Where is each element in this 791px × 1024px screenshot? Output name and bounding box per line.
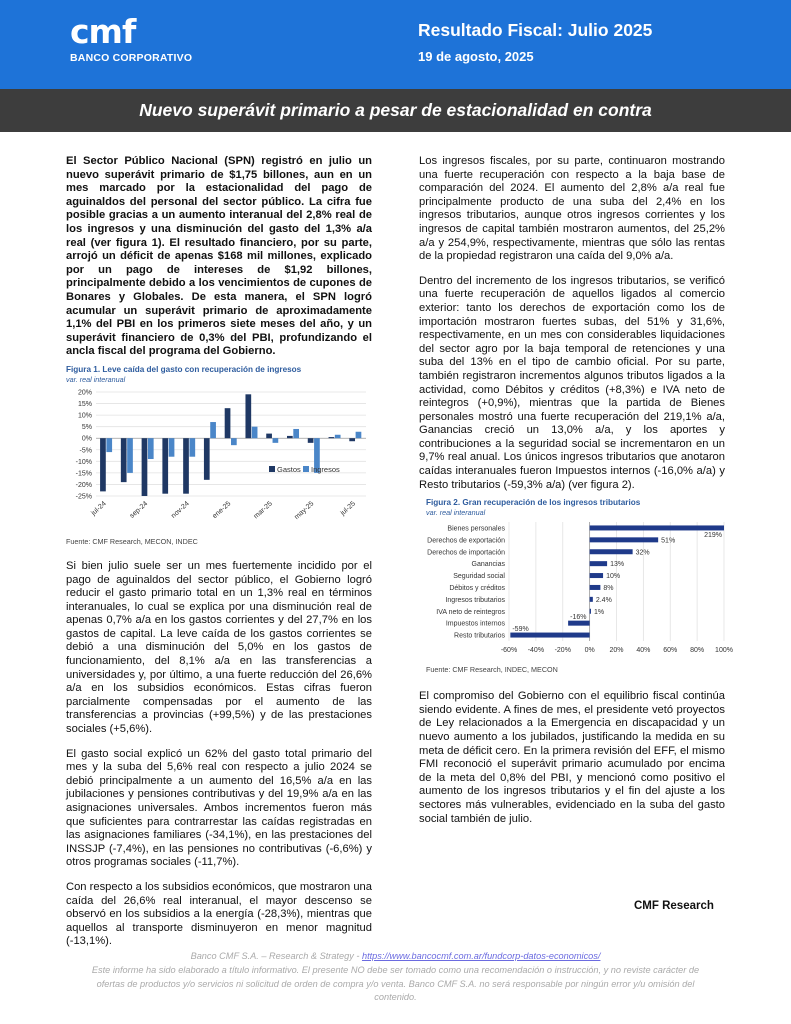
legend-swatch — [269, 466, 275, 472]
left-column — [66, 155, 372, 949]
footer-link[interactable]: https://www.bancocmf.com.ar/fundcorp-datos-economicos/ — [361, 951, 601, 961]
x-tick-label: jul-24 — [90, 500, 108, 517]
bar-gastos — [287, 436, 293, 438]
body-paragraph-subsidios: Con respecto a los subsidios económicos, que mostraron una caída del 26,6% real interanual, el mayor descenso se observó en los subsidios a la energía (-28,3%), mientras que aquellos al transporte disminuyeron en menor magnitud (-13,1%). — [66, 880, 372, 948]
y-tick-label: -15% — [75, 470, 92, 478]
report-header — [0, 0, 791, 89]
y-tick-label: 15% — [77, 400, 92, 408]
category-label: Derechos de importación — [427, 549, 505, 557]
category-label: Bienes personales — [447, 525, 505, 533]
bar-ingresos — [106, 438, 112, 452]
bar — [590, 526, 724, 531]
bar-gastos — [204, 438, 210, 480]
category-label: Resto tributarios — [454, 632, 505, 640]
bar-ingresos — [127, 438, 133, 473]
bar — [590, 550, 633, 555]
x-tick-label: may-25 — [293, 500, 316, 522]
data-label: 51% — [661, 537, 676, 545]
footer-credit-text: Banco CMF S.A. – Research & Strategy - — [190, 951, 362, 961]
category-label: IVA neto de reintegros — [436, 609, 505, 616]
body-paragraph-ingresos: Los ingresos fiscales, por su parte, continuaron mostrando una fuerte recuperación con respecto a la baja base de comparación del 2024. El aumento del 2,8% a/a real fue principalmente producto de una suba del 2,4% en los ingresos tributarios, aunque otros ingresos corrientes y los ingresos de capital también mostraron aumentos, del 25,2% a/a y 254,9%, respectivamente, mientras que sólo las rentas de la propiedad registraron una caída del 9,0% a/a. — [419, 155, 725, 263]
bar — [590, 561, 607, 566]
x-tick-label: jul-25 — [339, 500, 357, 517]
bar-ingresos — [335, 435, 341, 438]
lead-paragraph: El Sector Público Nacional (SPN) registró en julio un nuevo superávit primario de $1,75 billones, aun en un mes marcado por la estacionalidad del pago de aguinaldos del personal del sector público. La cifra fue posible gracias a un aumento interanual del 2,8% real de los ingresos y una disminución del gasto del 1,3% a/a real (ver figura 1). El resultado financiero, por su parte, arrojó un déficit de apenas $168 mil millones, explicado por un pago de intereses de $1,92 billones, principalmente debido a los vencimientos de cupones de Bonares y Globales. De esta manera, el SPN logró acumular un superávit primario de aproximadamente 1,1% del PBI en los primeros siete meses del año, y un superávit financiero de 0,3% del PBI, profundizando el ancla fiscal del programa del Gobierno. — [66, 155, 372, 358]
y-tick-label: 0% — [81, 435, 92, 443]
bar — [568, 621, 590, 626]
body-paragraph-gasto: Si bien julio suele ser un mes fuertemente incidido por el pago de aguinaldos del sector público, el Gobierno logró reducir el gasto primario total en un 1,3% real en términos interanuales, lo cual se explica por una disminución real de apenas 0,7% a/a en los gastos corrientes y del 27,7% en los gastos de capital. La leve caída de los gastos corrientes se debió a una disminución del 5,0% en los gastos de funcionamiento, del 8,1% a/a en las transferencias a universidades y, por último, a una fuerte reducción del 26,6% a/a en los subsidios económicos. Estas cifras fueron parcialmente compensadas por el aumento de las transferencias a provincias (+99,5%) y de las prestaciones sociales (+5,6%). — [66, 559, 372, 736]
body-paragraph-tributarios: Dentro del incremento de los ingresos tributarios, se verificó una fuerte recuperación de aquellos ligados al comercio exterior: tanto los derechos de exportación como los de importación mostraron fuertes subas, del 51% y 31,6%, respectivamente, en un mes con considerables liquidaciones del sector agro por la baja temporal de retenciones y una suba del 13% en el tipo de cambio oficial. Por su parte, también registraron incrementos algunos tributos ligados a la actividad, como Débitos y créditos (+8,3%) e IVA neto de reintegros (+0,9%), mientras que la partida de Bienes personales mostró una fuerte recuperación del 219,1% a/a, Ganancias creció un 13,0% a/a, y los aportes y contribuciones a la seguridad social se incrementaron en un 9,7% real anual. Los únicos ingresos tributarios que anotaron caídas interanuales fueron Impuestos internos (-16,0% a/a) y Resto tributarios (-59,3% a/a) (ver figura 2). — [419, 274, 725, 491]
bar-ingresos — [252, 427, 258, 439]
bar — [590, 573, 603, 578]
data-label: 219% — [704, 532, 722, 540]
x-tick-label: 20% — [609, 647, 624, 655]
logo-wordmark: cmf — [70, 12, 136, 51]
bar-gastos — [329, 437, 335, 438]
bar-gastos — [308, 438, 314, 443]
y-tick-label: 5% — [81, 424, 92, 432]
category-label: Impuestos internos — [445, 620, 505, 628]
x-tick-label: -40% — [527, 647, 545, 655]
data-label: 13% — [610, 561, 625, 569]
bar-ingresos — [189, 438, 195, 456]
cmf-logo — [70, 14, 192, 64]
category-label: Derechos de exportación — [427, 537, 505, 545]
x-tick-label: ene-25 — [211, 500, 233, 520]
bar — [510, 633, 589, 638]
figure-2-title: Figura 2. Gran recuperación de los ingresos tributarios — [426, 498, 641, 508]
bar-ingresos — [148, 438, 154, 459]
figure-1-chart — [66, 384, 372, 532]
bar-gastos — [349, 438, 355, 441]
bar — [590, 609, 591, 614]
x-tick-label: 40% — [636, 647, 651, 655]
legend-label: Ingresos — [311, 464, 340, 474]
footer — [0, 950, 791, 1005]
data-label: -16% — [570, 614, 587, 622]
bar-gastos — [142, 438, 148, 496]
signature: CMF Research — [634, 900, 714, 912]
x-tick-label: -20% — [554, 647, 571, 655]
legend-swatch — [303, 466, 309, 472]
data-label: 1% — [593, 609, 605, 616]
bar-gastos — [121, 438, 127, 482]
x-tick-label: -60% — [500, 647, 518, 655]
y-tick-label: -25% — [75, 493, 92, 501]
figure-2-chart — [419, 517, 739, 660]
x-tick-label: nov-24 — [170, 500, 191, 520]
y-tick-label: -20% — [75, 481, 92, 489]
bar-ingresos — [293, 429, 299, 438]
footer-credit — [0, 950, 791, 964]
report-date: 19 de agosto, 2025 — [418, 49, 534, 64]
body-paragraph-social: El gasto social explicó un 62% del gasto total primario del mes y la suba del 5,6% real con respecto a julio 2024 se debió principalmente a un aumento del 16,5% a/a en las jubilaciones y pensiones contributivas y del 19,9% a/a en las asignaciones universales. Ambos incrementos fueron más que suficientes para contrarrestar las caídas registradas en las asignaciones familiares (-34,1%), en las prestaciones del INSSJP (-7,4%), en las pensiones no contributivas (-6,6%) y otros programas sociales (-11,7%). — [66, 747, 372, 869]
category-label: Ganancias — [471, 561, 505, 569]
figure-1-source: Fuente: CMF Research, MECON, INDEC — [66, 536, 198, 546]
category-label: Débitos y créditos — [449, 585, 505, 593]
y-tick-label: -5% — [79, 447, 92, 455]
x-tick-label: mar-25 — [252, 500, 274, 521]
body-paragraph-compromiso: El compromiso del Gobierno con el equilibrio fiscal continúa siendo evidente. A fines de mes, el presidente vetó proyectos de Ley relacionados a la Emergencia en discapacidad y un nuevo aumento a los jubilados, justificando la medida en su meta de déficit cero. En la primera revisión del EFF, el mismo FMI reconoció el superávit primario acumulado por encima de la meta del 0,8% del PBI, y mencionó como positivo el aumento de los ingresos tributarios y el fin del ajuste a los sectores más vulnerables, evidenciado en la suba del gasto social también de julio. — [419, 690, 725, 825]
y-tick-label: 20% — [77, 389, 92, 397]
bar-ingresos — [210, 422, 216, 438]
x-tick-label: 80% — [690, 647, 705, 655]
figure-2 — [419, 498, 733, 675]
bar-gastos — [183, 438, 189, 493]
category-label: Ingresos tributarios — [445, 597, 505, 605]
report-title: Resultado Fiscal: Julio 2025 — [418, 20, 653, 40]
right-column — [419, 155, 733, 826]
bar-ingresos — [273, 438, 279, 443]
footer-disclaimer: Este informe ha sido elaborado a título informativo. El presente NO debe ser tomado como una recomendación o instrucción, y no reviste carácter de ofertas de productos y/o servicios ni solicitud de orden de compra y/o venta. Banco CMF S.A. no será responsable por ningún error y/u omisión del contenido. — [91, 964, 700, 1003]
bar-gastos — [225, 408, 231, 438]
bar — [590, 538, 659, 543]
data-label: 32% — [635, 549, 650, 557]
x-tick-label: 0% — [584, 647, 595, 655]
y-tick-label: 10% — [77, 412, 92, 420]
legend-label: Gastos — [277, 464, 301, 474]
x-tick-label: 60% — [663, 647, 678, 655]
figure-1 — [66, 365, 372, 546]
data-label: 2.4% — [595, 597, 612, 605]
bar — [590, 597, 593, 602]
bar-ingresos — [231, 438, 237, 445]
bar — [590, 585, 601, 590]
x-tick-label: sep-24 — [128, 500, 150, 520]
x-tick-label: 100% — [715, 647, 733, 655]
logo-subtitle: BANCO CORPORATIVO — [70, 52, 193, 64]
bar-gastos — [100, 438, 106, 491]
bar-gastos — [245, 394, 251, 438]
figure-2-subtitle: var. real interanual — [426, 508, 486, 518]
bar-ingresos — [356, 432, 362, 438]
data-label: -59% — [512, 626, 529, 634]
y-tick-label: -10% — [75, 458, 92, 466]
bar-gastos — [266, 434, 272, 439]
bar-ingresos — [169, 438, 175, 456]
data-label: 8% — [603, 585, 614, 593]
category-label: Seguridad social — [453, 573, 505, 581]
bar-gastos — [162, 438, 168, 493]
figure-1-title: Figura 1. Leve caída del gasto con recuperación de ingresos — [66, 364, 302, 374]
headline: Nuevo superávit primario a pesar de estacionalidad en contra — [139, 100, 652, 120]
figure-2-source: Fuente: CMF Research, INDEC, MECON — [426, 665, 558, 675]
figure-1-subtitle: var. real interanual — [66, 374, 126, 384]
data-label: 10% — [606, 573, 621, 581]
